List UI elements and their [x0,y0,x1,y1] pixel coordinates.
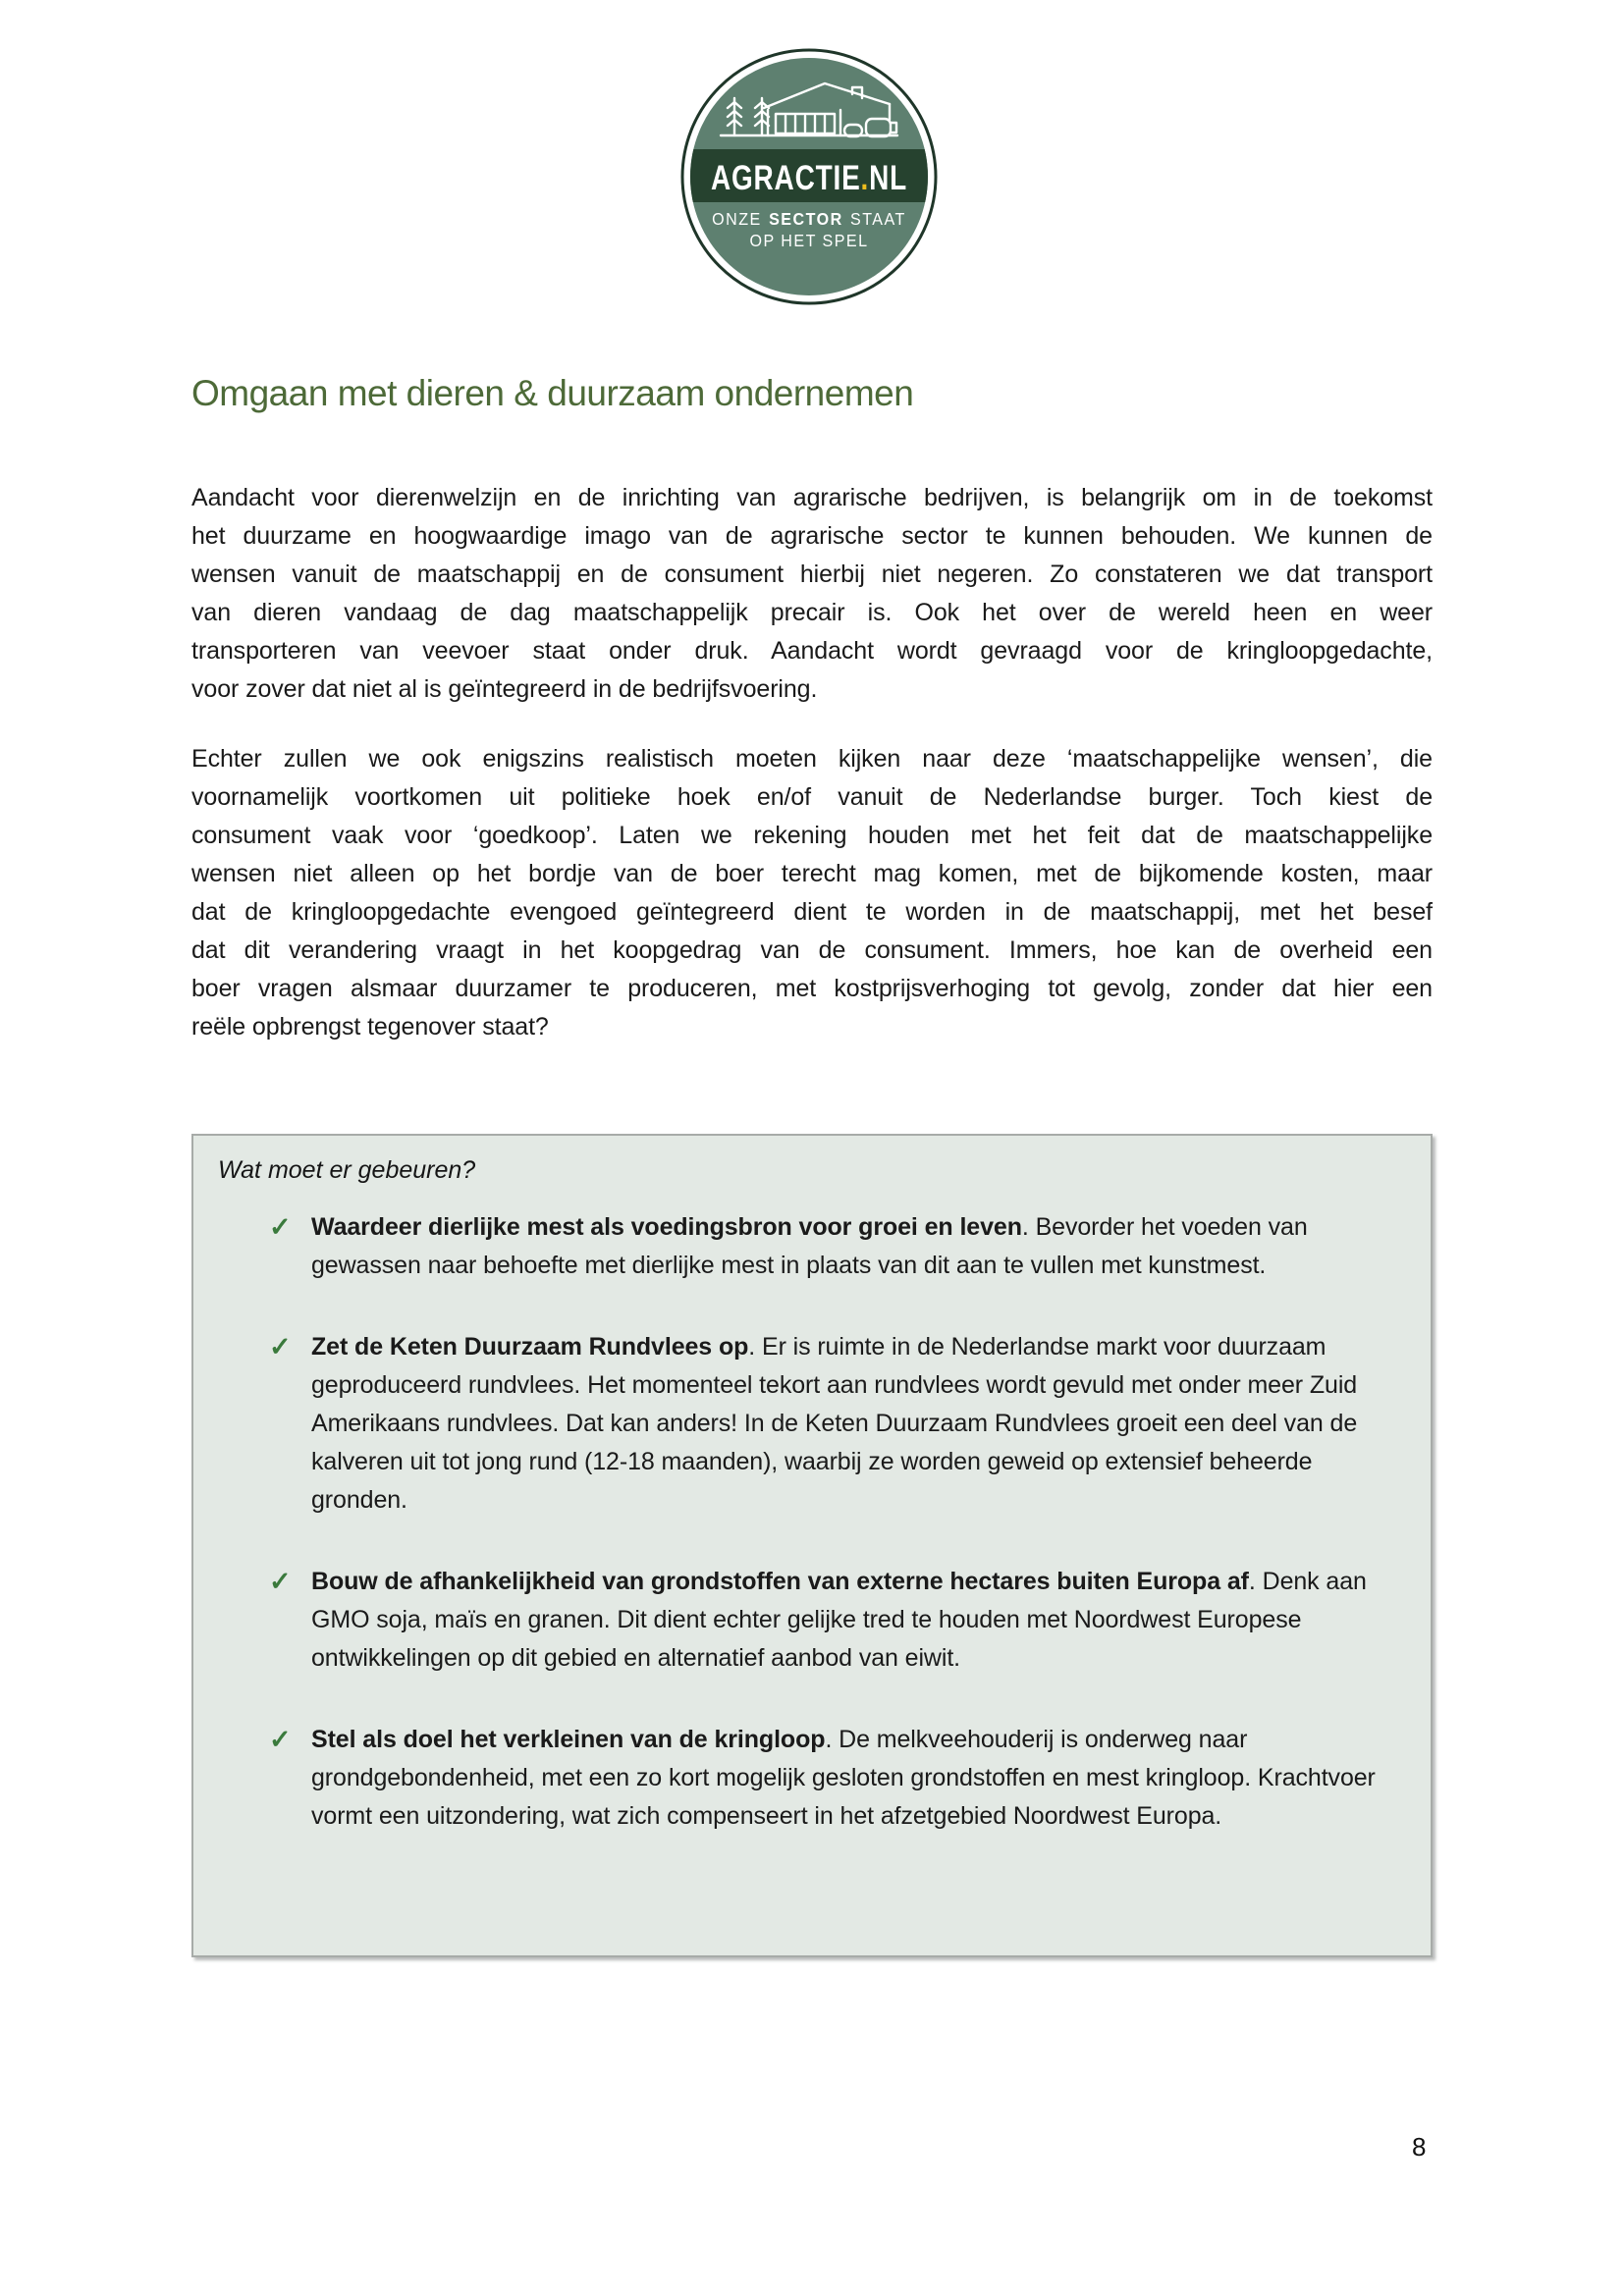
callout-title: Wat moet er gebeuren? [218,1156,476,1184]
paragraph-line: boer vragen alsmaar duurzamer te produceren, met kostprijsverhoging tot gevolg, zonder dat hier een [191,975,1433,1002]
agractie-badge-icon [679,47,939,306]
checkmark-icon: ✓ [269,1567,292,1596]
page-number: 8 [1412,2132,1427,2162]
paragraph-line: reële opbrengst tegenover staat? [191,1013,549,1041]
body-text [191,479,1433,1046]
tagline-line2 [749,231,868,250]
paragraph-line: het duurzame en hoogwaardige imago van de agrarische sector te kunnen behouden. We kunnen de [191,522,1433,550]
brand-name: AGRACTIE [710,157,861,197]
checklist-item-rest: . Er is ruimte in de Nederlandse markt voor duurzaam geproduceerd rundvlees. Het momenteel tekort aan rundvlees wordt gevuld met onder meer Zuid Amerikaans rundvlees. Dat kan anders! In de Keten Duurzaam Rundvlees groeit een deel van de kalveren uit tot jong rund (12-18 maanden), waarbij ze worden geweid op extensief beheerde gronden. [311,1333,1358,1514]
checklist-item-text [311,1333,1357,1514]
paragraph [191,740,1433,1046]
brand-dot: . [860,157,870,197]
paragraph-line: Aandacht voor dierenwelzijn en de inrichting van agrarische bedrijven, is belangrijk om in de toekomst [191,484,1433,511]
checklist-item-lead: Waardeer dierlijke mest als voedingsbron voor groei en leven [311,1213,1022,1241]
svg-text:OP HET SPEL: OP HET SPEL [749,231,869,251]
paragraph-line: voornamelijk voortkomen uit politieke hoek en/of vanuit de Nederlandse burger. Toch kiest de [191,783,1433,811]
paragraph-line: voor zover dat niet al is geïntegreerd in de bedrijfsvoering. [191,675,818,703]
checklist-item-lead: Zet de Keten Duurzaam Rundvlees op [311,1333,749,1361]
checklist [269,1208,1409,1836]
paragraph-line: Echter zullen we ook enigszins realistisch moeten kijken naar deze ‘maatschappelijke wensen’, die [191,745,1433,773]
checklist-item-lead: Bouw de afhankelijkheid van grondstoffen van externe hectares buiten Europa af [311,1568,1249,1595]
checklist-item-text [311,1213,1308,1279]
brand-tld: NL [869,157,908,197]
svg-text:AGRACTIE.NL [711,158,907,197]
checkmark-icon: ✓ [269,1212,292,1242]
checklist-item-lead: Stel als doel het verkleinen van de kringloop [311,1726,826,1753]
callout-box [191,1134,1433,1957]
checklist-item-text [311,1726,1376,1830]
checklist-item-rest: . Bevorder het voeden van gewassen naar behoefte met dierlijke mest in plaats van dit aan te vullen met kunstmest. [311,1213,1308,1279]
paragraph-line: consument vaak voor ‘goedkoop’. Laten we rekening houden met het feit dat de maatschappelijke [191,822,1433,849]
checklist-item [269,1328,1409,1520]
paragraph-line: transporteren van veevoer staat onder druk. Aandacht wordt gevraagd voor de kringloopgedachte, [191,637,1433,665]
checkmark-icon: ✓ [269,1725,292,1754]
checklist-item [269,1563,1409,1678]
checklist-item-rest: . De melkveehouderij is onderweg naar grondgebondenheid, met een zo kort mogelijk gesloten grondstoffen en mest kringloop. Krachtvoer vormt een uitzondering, wat zich compenseert in het afzetgebied Noordwest Europa. [311,1726,1376,1830]
checklist-item [269,1208,1409,1285]
checklist-item-text [311,1568,1367,1672]
svg-text:ONZESECTORSTAAT: ONZE SECTOR STAAT [712,209,906,230]
paragraph-line: van dieren vandaag de dag maatschappelijk precair is. Ook het over de wereld heen en weer [191,599,1433,626]
paragraph-line: dat dit verandering vraagt in het koopgedrag van de consument. Immers, hoe kan de overheid een [191,936,1433,964]
paragraph-line: wensen niet alleen op het bordje van de boer terecht mag komen, met de bijkomende kosten, maar [191,860,1433,887]
paragraph [191,479,1433,709]
paragraph-line: wensen vanuit de maatschappij en de consument hierbij niet negeren. Zo constateren we dat transport [191,561,1433,588]
checkmark-icon: ✓ [269,1332,292,1362]
paragraph-line: dat de kringloopgedachte evengoed geïntegreerd dient te worden in de maatschappij, met het besef [191,898,1433,926]
page-title: Omgaan met dieren & duurzaam ondernemen [191,373,914,413]
agractie-logo [679,47,939,306]
tagline-line1 [712,209,906,229]
checklist-item-rest: . Denk aan GMO soja, maïs en granen. Dit dient echter gelijke tred te houden met Noordwest Europese ontwikkelingen op dit gebied en alternatief aanbod van eiwit. [311,1568,1367,1672]
checklist-item [269,1721,1409,1836]
brand-wordmark [711,158,907,197]
